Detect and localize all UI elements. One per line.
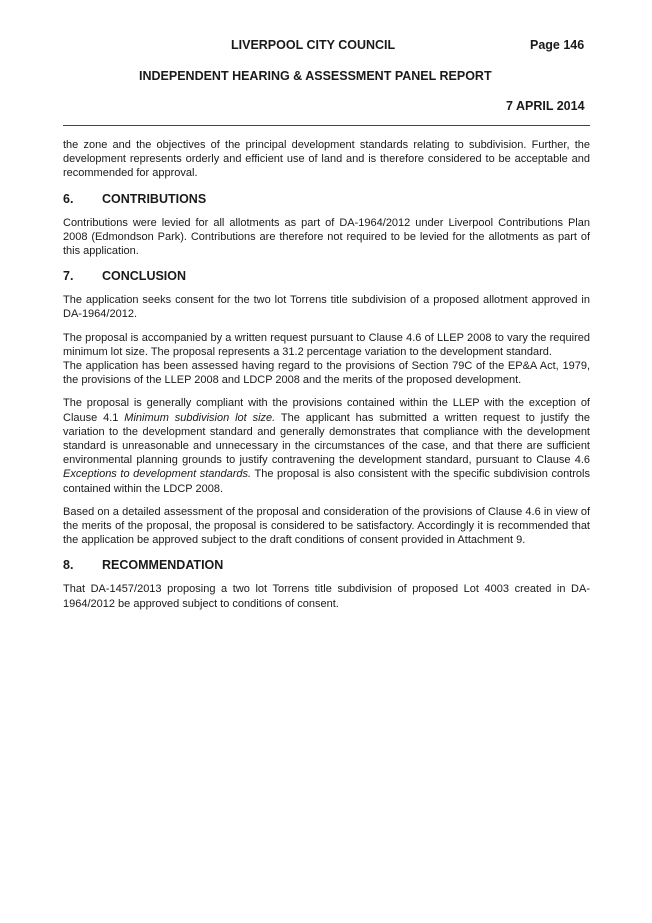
text-run: The applicant has submitted a written request to justify the variation to the development standard and generally demonstrates that compliance with the development standard is unreasonable and unnecessary in the circumstances of the case, and that there are sufficient environmental planning grounds to justify contravening the development standard, pursuant to Clause 4.6	[63, 411, 590, 467]
section-title: CONCLUSION	[102, 269, 187, 284]
conclusion-paragraph-3: The application has been assessed having regard to the provisions of Section 79C of the EP&A Act, 1979, the provisions of the LLEP 2008 and LDCP 2008 and the merits of the proposed development.	[63, 360, 590, 387]
section-number: 7.	[63, 269, 74, 284]
header-divider	[63, 125, 590, 126]
conclusion-paragraph-4	[63, 396, 590, 495]
section-heading-recommendation	[63, 558, 590, 573]
section-number: 8.	[63, 558, 74, 573]
section-number: 6.	[63, 191, 74, 206]
text-run: The proposal is generally compliant with the provisions contained within the LLEP with the exception of Clause 4.1	[63, 397, 590, 424]
text-run: The proposal is also consistent with the specific subdivision controls contained within the LDCP 2008.	[63, 468, 590, 495]
recommendation-paragraph: That DA-1457/2013 proposing a two lot Torrens title subdivision of proposed Lot 4003 created in DA-1964/2012 be approved subject to conditions of consent.	[63, 583, 590, 610]
conclusion-paragraph-1: The application seeks consent for the two lot Torrens title subdivision of a proposed allotment approved in DA-1964/2012.	[63, 294, 590, 321]
conclusion-paragraph-2: The proposal is accompanied by a written request pursuant to Clause 4.6 of LLEP 2008 to vary the required minimum lot size. The proposal represents a 31.2 percentage variation to the development standard.	[63, 331, 590, 358]
conclusion-paragraph-5: Based on a detailed assessment of the proposal and consideration of the provisions of Clause 4.6 in view of the merits of the proposal, the proposal is considered to be satisfactory. Accordingly it is recommended that the application be approved subject to the draft conditions of consent provided in Attachment 9.	[63, 505, 590, 547]
report-date: 7 APRIL 2014	[506, 99, 585, 113]
section-heading-conclusion	[63, 269, 590, 284]
section-heading-contributions	[63, 192, 590, 207]
section-title: RECOMMENDATION	[102, 558, 224, 573]
intro-paragraph: the zone and the objectives of the principal development standards relating to subdivision. Further, the development represents orderly and efficient use of land and is therefore considered to be acceptable and recommended for approval.	[63, 139, 590, 180]
council-name: LIVERPOOL CITY COUNCIL	[231, 38, 396, 52]
page-number: Page 146	[530, 38, 585, 52]
report-title: INDEPENDENT HEARING & ASSESSMENT PANEL REPORT	[139, 69, 492, 83]
document-body	[63, 138, 590, 611]
italic-term: Minimum subdivision lot size.	[124, 411, 276, 424]
contributions-paragraph: Contributions were levied for all allotments as part of DA-1964/2012 under Liverpool Contributions Plan 2008 (Edmondson Park). Contributions are therefore not required to be levied for the allotments as part of this application.	[63, 216, 590, 258]
italic-term: Exceptions to development standards.	[63, 468, 252, 481]
section-title: CONTRIBUTIONS	[102, 191, 207, 206]
